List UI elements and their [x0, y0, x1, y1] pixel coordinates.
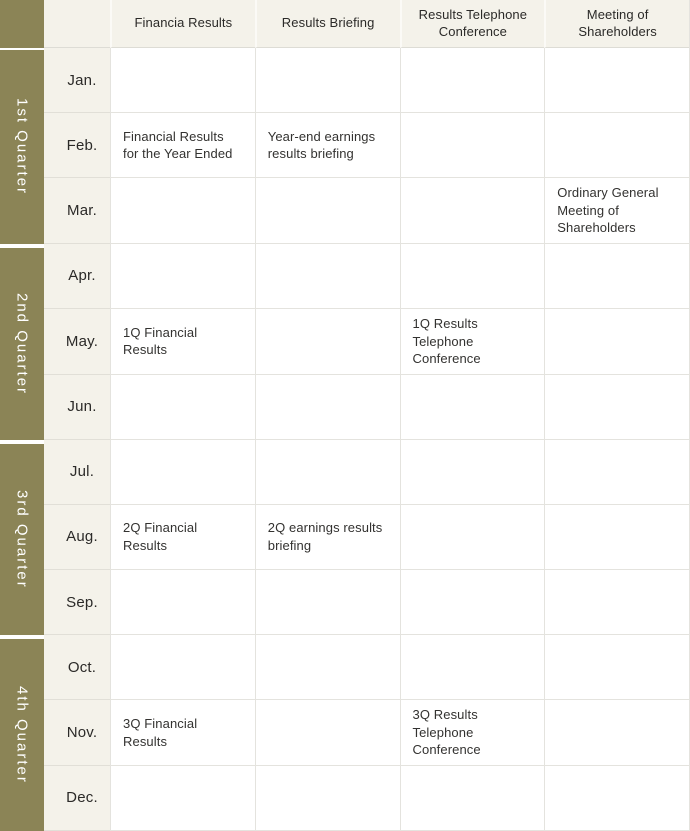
event-cell	[544, 48, 689, 113]
event-cell	[544, 113, 689, 178]
month-column-header	[44, 0, 110, 48]
month-label-oct: Oct.	[44, 635, 110, 700]
month-label-jun: Jun.	[44, 375, 110, 440]
event-cell	[544, 635, 689, 700]
event-text: 3Q Results Telephone Conference	[412, 707, 481, 758]
month-label-may: May.	[44, 309, 110, 375]
event-cell	[400, 700, 545, 766]
quarter-label-text: 1st Quarter	[13, 98, 31, 196]
event-text: Financial Results for the Year Ended	[123, 128, 233, 162]
event-text: 3Q Financial Results	[123, 716, 198, 749]
event-cell	[110, 113, 255, 178]
quarter-label-1st	[0, 50, 44, 244]
event-text: 2Q Financial Results	[123, 520, 198, 553]
event-cell	[255, 635, 400, 700]
event-cell	[544, 766, 689, 831]
event-cell	[255, 113, 400, 178]
event-cell	[544, 700, 689, 766]
quarter-label-3rd	[0, 444, 44, 635]
event-cell	[110, 440, 255, 505]
event-cell	[110, 309, 255, 375]
quarter-label-text: 2nd Quarter	[13, 292, 31, 395]
event-cell	[400, 766, 545, 831]
event-cell	[110, 766, 255, 831]
event-cell	[544, 244, 689, 309]
event-cell	[400, 375, 545, 440]
month-label-dec: Dec.	[44, 766, 110, 831]
event-text: 1Q Results Telephone Conference	[412, 315, 481, 367]
event-cell	[255, 309, 400, 375]
event-cell	[110, 570, 255, 635]
event-cell	[544, 309, 689, 375]
column-header-results-briefing: Results Briefing	[255, 0, 400, 48]
quarter-label-4th	[0, 639, 44, 831]
event-cell	[110, 48, 255, 113]
column-header-results-telephone-conference: Results Telephone Conference	[400, 0, 545, 48]
event-cell	[110, 635, 255, 700]
event-cell	[255, 505, 400, 570]
quarter-label-2nd	[0, 248, 44, 440]
event-cell	[400, 635, 545, 700]
event-cell	[255, 244, 400, 309]
month-label-sep: Sep.	[44, 570, 110, 635]
event-cell	[255, 570, 400, 635]
event-cell	[255, 440, 400, 505]
event-cell	[400, 48, 545, 113]
event-text: Ordinary General Meeting of Shareholders	[557, 185, 659, 236]
month-label-jul: Jul.	[44, 440, 110, 505]
event-cell	[400, 178, 545, 244]
event-cell	[544, 178, 689, 244]
event-cell	[544, 570, 689, 635]
event-cell	[255, 48, 400, 113]
event-text: 1Q Financial Results	[123, 324, 198, 358]
quarter-label-text: 3rd Quarter	[13, 490, 31, 589]
event-cell	[110, 244, 255, 309]
month-label-mar: Mar.	[44, 178, 110, 244]
event-cell	[400, 440, 545, 505]
event-cell	[400, 309, 545, 375]
event-cell	[400, 505, 545, 570]
month-label-apr: Apr.	[44, 244, 110, 309]
corner-cell	[0, 0, 44, 48]
event-cell	[110, 178, 255, 244]
event-text: Year-end earnings results briefing	[267, 128, 376, 162]
event-cell	[400, 244, 545, 309]
event-cell	[544, 375, 689, 440]
quarter-label-text: 4th Quarter	[13, 686, 31, 784]
event-cell	[255, 766, 400, 831]
month-label-feb: Feb.	[44, 113, 110, 178]
event-cell	[544, 440, 689, 505]
column-header-meeting-of-shareholders: Meeting of Shareholders	[544, 0, 689, 48]
event-cell	[400, 113, 545, 178]
month-label-aug: Aug.	[44, 505, 110, 570]
event-cell	[400, 570, 545, 635]
month-label-nov: Nov.	[44, 700, 110, 766]
event-cell	[255, 375, 400, 440]
event-cell	[110, 505, 255, 570]
event-cell	[255, 700, 400, 766]
month-label-jan: Jan.	[44, 48, 110, 113]
event-text: 2Q earnings results briefing	[267, 520, 383, 553]
event-cell	[110, 700, 255, 766]
event-cell	[255, 178, 400, 244]
event-cell	[544, 505, 689, 570]
column-header-financial-results: Financia Results	[110, 0, 255, 48]
event-cell	[110, 375, 255, 440]
